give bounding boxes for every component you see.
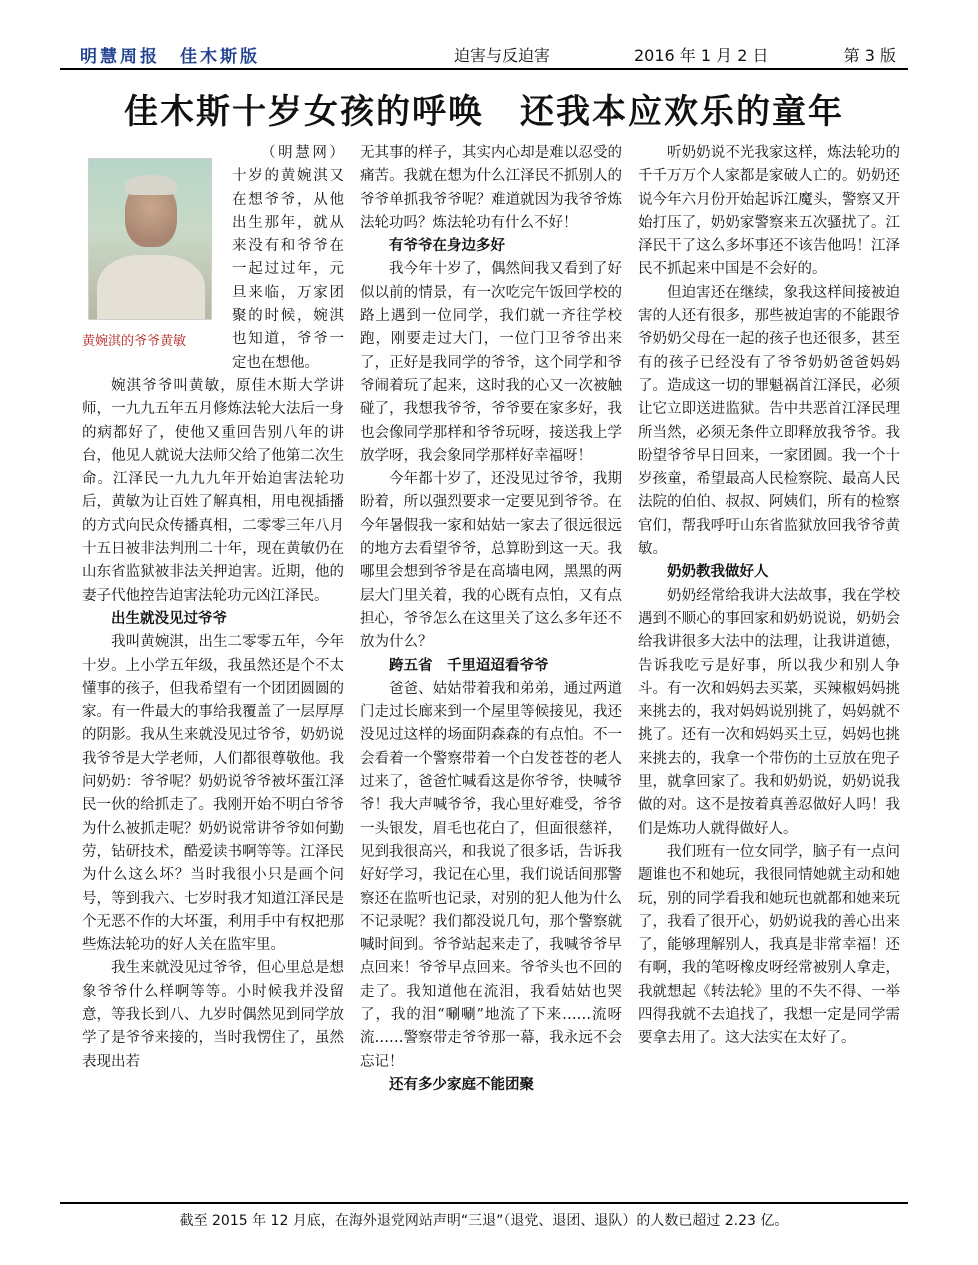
paragraph: 听奶奶说不光我家这样，炼法轮功的千千万万个人家都是家破人亡的。奶奶还说今年六月份开始起诉江魔头，警察又开始打压了，奶奶家警察来五次骚扰了。江泽民干了这么多坏事还不该告他吗！江泽民不抓起来中国是不会好的。 bbox=[638, 145, 900, 278]
page-footer: 截至 2015 年 12 月底，在海外退党网站声明“三退”（退党、退团、退队）的人数已超过 2.23 亿。 bbox=[179, 1213, 789, 1229]
section-name: 迫害与反迫害 bbox=[454, 46, 551, 65]
header-rule bbox=[60, 68, 908, 70]
paragraph: （明慧网）十岁的黄婉淇又在想爷爷，从他出生那年，就从来没有和爷爷在一起过过年，元旦来临，万家团聚的时候，婉淇也知道，爷爷一定也在想他。 bbox=[232, 145, 344, 371]
paragraph: 奶奶经常给我讲大法故事，我在学校遇到不顺心的事回家和奶奶说说，奶奶会给我讲很多大法中的法理，让我讲道德，告诉我吃亏是好事，所以我少和别人争斗。有一次和妈妈去买菜，买辣椒妈妈挑来挑去的，我对妈妈说别挑了，妈妈就不挑了。还有一次和妈妈买土豆，妈妈也挑来挑去的，我拿一个带伤的土豆放在兜子里，就拿回家了。我和奶奶说，奶奶说我做的对。这不是按着真善忍做好人吗！我们是炼功人就得做好人。 bbox=[638, 587, 900, 837]
paragraph: 我们班有一位女同学，脑子有一点问题谁也不和她玩，我很同情她就主动和她玩，别的同学看我和她玩也就都和她来玩了，我看了很开心，奶奶说我的善心出来了，能够理解别人，我真是非常幸福！还有啊，我的笔呀橡皮呀经常被别人拿走，我就想起《转法轮》里的不失不得、一举四得我就不去追找了，我想一定是同学需要拿去用了。这大法实在太好了。 bbox=[638, 843, 900, 1047]
photo-caption: 黄婉淇的爷爷黄敏 bbox=[82, 334, 187, 349]
subheading: 奶奶教我做好人 bbox=[667, 564, 769, 581]
paragraph: 我叫黄婉淇，出生二零零五年，今年十岁。上小学五年级，我虽然还是个不太懂事的孩子，但我希望有一个团团圆圆的家。有一件最大的事给我覆盖了一层厚厚的阴影。我从生来就没见过爷爷，奶奶说我爷爷是大学老师，人们都很尊敬他。我问奶奶：爷爷呢？奶奶说爷爷被坏蛋江泽民一伙的给抓走了。我刚开始不明白爷爷为什么被抓走呢？奶奶说常讲爷爷如何勤劳，钻研技术，酷爱读书啊等等。江泽民为什么这么坏？当时我很小只是画个问号，等到我六、七岁时我才知道江泽民是个无恶不作的大坏蛋，利用手中有权把那些炼法轮功的好人关在监牢里。 bbox=[82, 634, 344, 954]
subheading: 还有多少家庭不能团聚 bbox=[389, 1076, 534, 1093]
subheading: 有爷爷在身边多好 bbox=[389, 238, 505, 255]
subheading: 跨五省 千里迢迢看爷爷 bbox=[389, 657, 549, 674]
paragraph: 但迫害还在继续，象我这样间接被迫害的人还有很多，那些被迫害的不能跟爷爷奶奶父母在一起的孩子也还很多，甚至有的孩子已经没有了爷爷奶奶爸爸妈妈了。造成这一切的罪魁祸首江泽民，必须让它立即送进监狱。告中共恶首江泽民理所当然，必须无条件立即释放我爷爷。我盼望爷爷早日回来，一家团圆。我一个十岁孩童，希望最高人民检察院、最高人民法院的伯伯、叔叔、阿姨们，所有的检察官们，帮我呼吁山东省监狱放回我爷爷黄敏。 bbox=[638, 284, 900, 558]
article-column-1 bbox=[82, 142, 344, 1192]
paragraph: 爸爸、姑姑带着我和弟弟，通过两道门走过长廊来到一个屋里等候接见，我还没见过这样的场面阴森森的有点怕。不一会看着一个警察带着一个白发苍苍的老人过来了，爸爸忙喊看这是你爷爷，快喊爷爷！我大声喊爷爷，我心里好难受，爷爷一头银发，眉毛也花白了，但面很慈祥，见到我很高兴，和我说了很多话，告诉我好好学习，我记在心里，我们说话间那警察还在监听也记录，对别的犯人他为什么不记录呢？我们都没说几句，那个警察就喊时间到。爷爷站起来走了，我喊爷爷早点回来！爷爷早点回来。爷爷头也不回的走了。我知道他在流泪，我看姑姑也哭了，我的泪“唰唰”地流了下来……流呀流……警察带走爷爷那一幕，我永远不会忘记！ bbox=[360, 680, 622, 1070]
page-number: 第 3 版 bbox=[843, 46, 896, 65]
article-title: 佳木斯十岁女孩的呼唤 还我本应欢乐的童年 bbox=[124, 92, 844, 132]
masthead: 明慧周报 佳木斯版 bbox=[80, 47, 260, 67]
paragraph: 无其事的样子，其实内心却是难以忍受的痛苦。我就在想为什么江泽民不抓别人的爷爷单抓我爷爷呢？难道就因为我爷爷炼法轮功吗？炼法轮功有什么不好！ bbox=[360, 145, 622, 231]
paragraph: 我今年十岁了，偶然间我又看到了好似以前的情景，有一次吃完午饭回学校的路上遇到一位同学，我们就一齐往学校跑，刚要走过大门，一位门卫爷爷出来了，正好是我同学的爷爷，这个同学和爷爷闹着玩了起来，这时我的心又一次被触碰了，我想我爷爷，爷爷要在家多好，我也会像同学那样和爷爷玩呀，接送我上学放学呀，我会象同学那样好幸福呀！ bbox=[360, 261, 622, 464]
photo-figure bbox=[82, 144, 224, 352]
paragraph: 婉淇爷爷叫黄敏，原佳木斯大学讲师，一九九五年五月修炼法轮大法后一身的病都好了，使他又重回告别八年的讲台，他见人就说大法师父给了他第二次生命。江泽民一九九九年开始迫害法轮功后，黄敏为让百姓了解真相，用电视插播的方式向民众传播真相，二零零三年八月十五日被非法判刑二十年，现在黄敏仍在山东省监狱被非法关押迫害。近期，他的妻子代他控告迫害法轮功元凶江泽民。 bbox=[82, 377, 344, 604]
article-column-3 bbox=[638, 142, 900, 1192]
subheading: 出生就没见过爷爷 bbox=[111, 610, 227, 627]
issue-date: 2016 年 1 月 2 日 bbox=[634, 46, 769, 65]
paragraph: 我生来就没见过爷爷，但心里总是想象爷爷什么样啊等等。小时候我并没留意，等我长到八、九岁时偶然见到同学放学了是爷爷来接的，当时我愣住了，虽然表现出若 bbox=[82, 960, 344, 1070]
article-column-2 bbox=[360, 142, 622, 1192]
portrait-photo bbox=[88, 158, 212, 320]
paragraph: 今年都十岁了，还没见过爷爷，我期盼着，所以强烈要求一定要见到爷爷。在今年暑假我一家和姑姑一家去了很远很远的地方去看望爷爷，总算盼到这一天。我哪里会想到爷爷是在高墙电网，黑黑的两层大门里关着，我的心既有点怕，又有点担心，爷爷怎么在这里关了这么多年还不放为什么？ bbox=[360, 471, 622, 651]
page-header bbox=[60, 40, 908, 68]
footer-rule bbox=[60, 1202, 908, 1204]
